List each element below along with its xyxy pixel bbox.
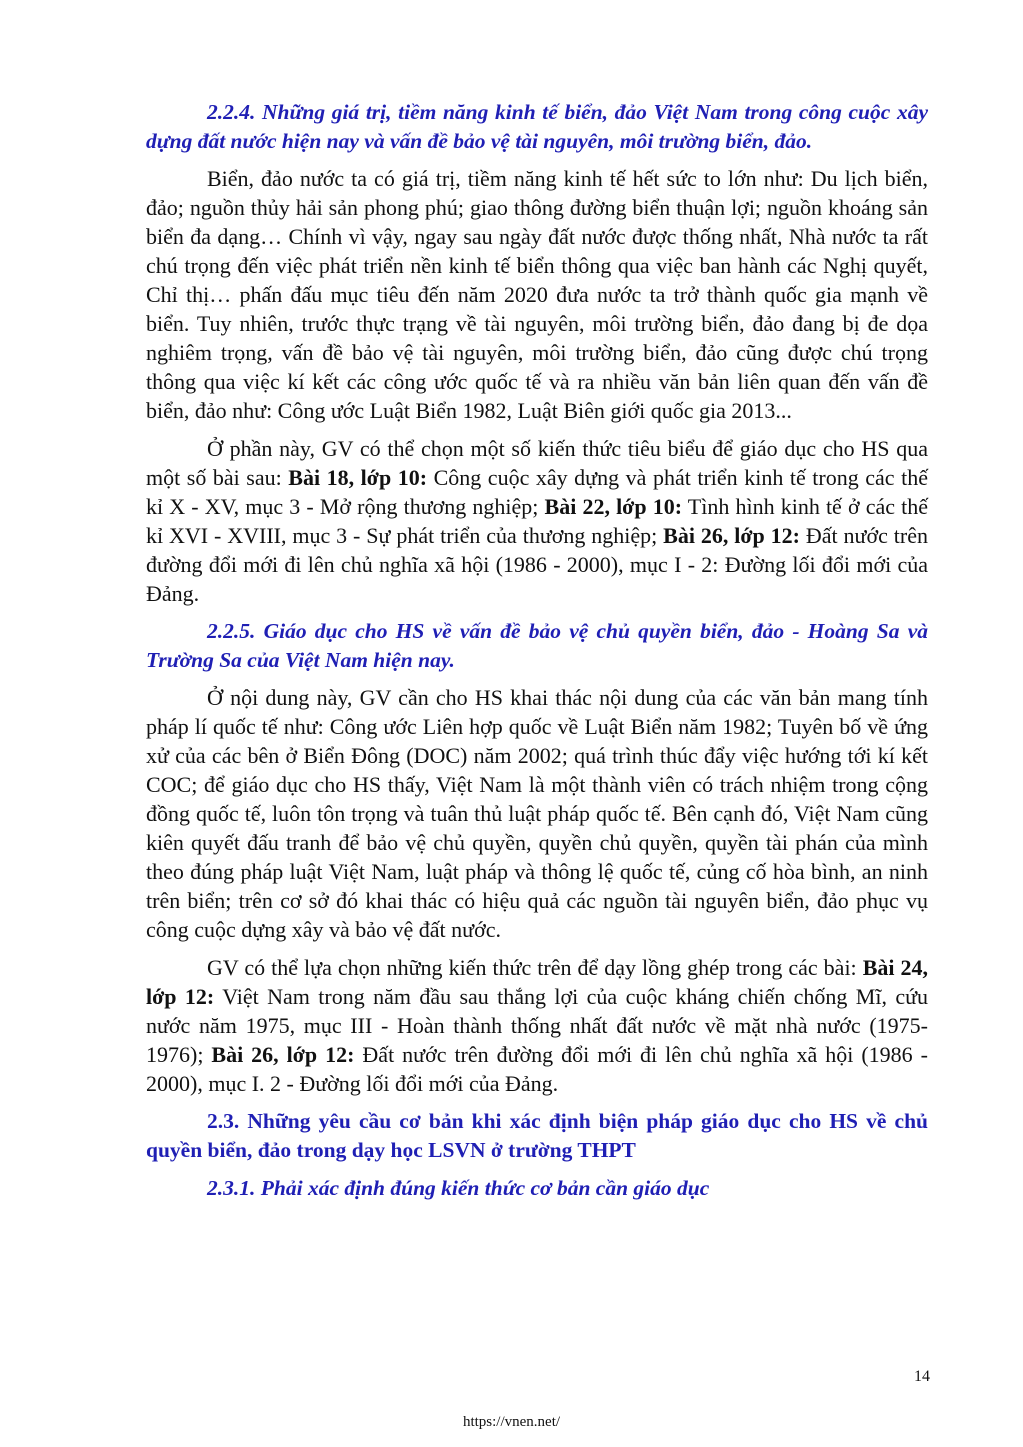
page-number: 14 [914,1368,930,1385]
section-heading-2-2-4: 2.2.4. Những giá trị, tiềm năng kinh tế biển, đảo Việt Nam trong công cuộc xây dựng đất nước hiện nay và vấn đề bảo vệ tài nguyên, môi trường biển, đảo. [146,100,928,153]
paragraph-2-2-5-lessons [146,953,928,1098]
paragraph-2-2-4-intro: Biển, đảo nước ta có giá trị, tiềm năng kinh tế hết sức to lớn như: Du lịch biển, đảo; nguồn thủy hải sản phong phú; giao thông đường biển thuận lợi; nguồn khoáng sản biển đa dạng… Chính vì vậy, ngay sau ngày đất nước được thống nhất, Nhà nước ta rất chú trọng đến việc phát triển nền kinh tế biển thông qua việc ban hành các Nghị quyết, Chỉ thị… phấn đấu mục tiêu đến năm 2020 đưa nước ta trở thành quốc gia mạnh về biển. Tuy nhiên, trước thực trạng về tài nguyên, môi trường biển, đảo đang bị đe dọa nghiêm trọng, vấn đề bảo vệ tài nguyên, môi trường biển, đảo cũng được chú trọng thông qua việc kí kết các công ước quốc tế và ra nhiều văn bản liên quan đến vấn đề biển, đảo như: Công ước Luật Biển 1982, Luật Biên giới quốc gia 2013... [146,166,928,423]
lesson-ref-bold: Bài 24, lớp 12: [146,955,928,1009]
lesson-ref-bold: Bài 26, lớp 12: [211,1042,355,1067]
lesson-ref-bold: Bài 22, lớp 10: [544,494,683,519]
text-run: GV có thể lựa chọn những kiến thức trên để dạy lồng ghép trong các bài: [207,955,863,980]
footer-url[interactable]: https://vnen.net/ [462,1414,561,1430]
document-page [146,98,928,1203]
text-run: Công cuộc xây dựng và phát triển kinh tế trong các thế kỉ X - XV, mục 3 - Mở rộng thương nghiệp; [146,465,928,519]
lesson-ref-bold: Bài 26, lớp 12: [663,523,800,548]
section-heading-2-2-5: 2.2.5. Giáo dục cho HS về vấn đề bảo vệ chủ quyền biển, đảo - Hoàng Sa và Trường Sa của Việt Nam hiện nay. [146,619,928,672]
text-run: Tình hình kinh tế ở các thế kỉ XVI - XVIII, mục 3 - Sự phát triển của thương nghiệp; [146,494,928,548]
text-run: Đất nước trên đường đổi mới đi lên chủ nghĩa xã hội (1986 - 2000), mục I - 2: Đường lối đổi mới của Đảng. [146,523,928,606]
text-run: Đất nước trên đường đổi mới đi lên chủ nghĩa xã hội (1986 - 2000), mục I. 2 - Đường lối đổi mới của Đảng. [146,1042,928,1096]
lesson-ref-bold: Bài 18, lớp 10: [288,465,428,490]
paragraph-2-2-4-lessons [146,434,928,608]
section-heading-2-3: 2.3. Những yêu cầu cơ bản khi xác định biện pháp giáo dục cho HS về chủ quyền biển, đảo trong dạy học LSVN ở trường THPT [146,1109,928,1162]
section-heading-2-3-1: 2.3.1. Phải xác định đúng kiến thức cơ bản cần giáo dục [207,1176,710,1200]
text-run: Việt Nam trong năm đầu sau thắng lợi của cuộc kháng chiến chống Mĩ, cứu nước năm 1975, mục III - Hoàn thành thống nhất đất nước về mặt nhà nước (1975-1976); [146,984,929,1067]
paragraph-2-2-5-intro: Ở nội dung này, GV cần cho HS khai thác nội dung của các văn bản mang tính pháp lí quốc tế như: Công ước Liên hợp quốc về Luật Biển năm 1982; Tuyên bố về ứng xử của các bên ở Biển Đông (DOC) năm 2002; quá trình thúc đẩy việc hướng tới kí kết COC; để giáo dục cho HS thấy, Việt Nam là một thành viên có trách nhiệm trong cộng đồng quốc tế, luôn tôn trọng và tuân thủ luật pháp quốc tế. Bên cạnh đó, Việt Nam cũng kiên quyết đấu tranh để bảo vệ chủ quyền, quyền chủ quyền, quyền tài phán của mình theo đúng pháp luật Việt Nam, luật pháp và thông lệ quốc tế, củng cố hòa bình, an ninh trên biển; trên cơ sở đó khai thác có hiệu quả các nguồn tài nguyên biển, đảo phục vụ công cuộc dựng xây và bảo vệ đất nước. [146,685,928,942]
text-run: Ở phần này, GV có thể chọn một số kiến thức tiêu biểu để giáo dục cho HS qua một số bài sau: [146,436,928,490]
